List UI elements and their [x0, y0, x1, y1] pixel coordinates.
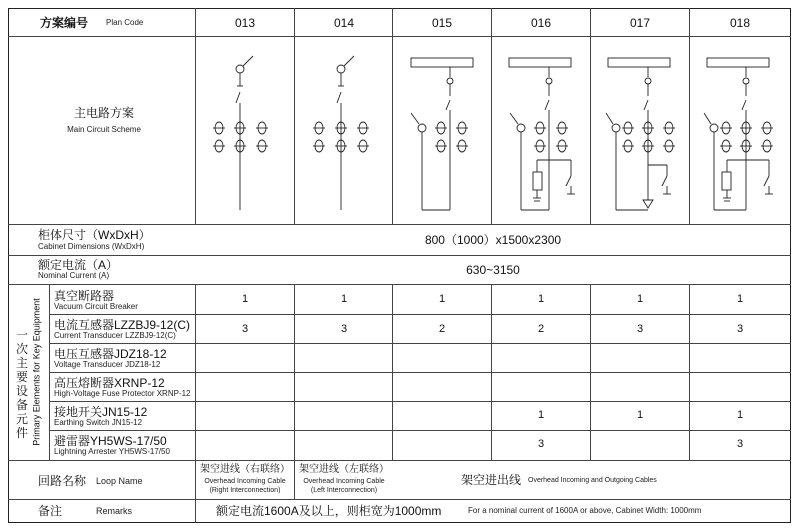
dimensions-value: 800（1000）x1500x2300 [424, 233, 562, 247]
remarks-value-zh: 额定电流1600A及以上，则柜宽为1000mm [216, 504, 442, 518]
scheme-015-diagram [411, 58, 473, 210]
element-name-en: Current Transducer LZZBJ9-12(C) [54, 331, 176, 340]
remarks-label-en: Remarks [96, 506, 133, 516]
element-qty: 1 [636, 409, 644, 421]
dimensions-label-zh: 柜体尺寸（WxDxH） [38, 228, 151, 242]
element-qty: 1 [537, 293, 545, 305]
scheme-018-diagram [704, 58, 773, 210]
element-qty: 1 [736, 409, 744, 421]
primary-char: 备 [15, 398, 28, 412]
dimensions-label-en: Cabinet Dimensions (WxDxH) [38, 242, 145, 251]
element-name-zh: 电压互感器JDZ18-12 [54, 347, 167, 361]
remarks-label-zh: 备注 [38, 504, 63, 518]
primary-char: 元 [15, 412, 28, 426]
element-name-en: High-Voltage Fuse Protector XRNP-12 [54, 389, 191, 398]
main-circuit-label-en: Main Circuit Scheme [67, 125, 141, 134]
loop-rest-zh: 架空进出线 [461, 473, 522, 487]
element-qty: 3 [636, 323, 644, 335]
scheme-017-diagram [606, 58, 675, 210]
element-qty: 3 [736, 438, 744, 450]
plan-code-016: 016 [530, 16, 552, 30]
element-name-zh: 高压熔断器XRNP-12 [54, 376, 165, 390]
element-qty: 3 [340, 323, 348, 335]
plan-code-014: 014 [333, 16, 355, 30]
scheme-016-diagram [509, 58, 575, 210]
loop-014-zh: 架空进线（左联络） [299, 464, 389, 475]
element-name-zh: 避雷器YH5WS-17/50 [54, 434, 167, 448]
element-name-en: Voltage Transducer JDZ18-12 [54, 360, 161, 369]
plan-code-015: 015 [431, 16, 453, 30]
element-name-en: Lightning Arrester YH5WS-17/50 [54, 447, 170, 456]
plan-code-018: 018 [729, 16, 751, 30]
element-qty: 1 [636, 293, 644, 305]
nominal-current-label-en: Nominal Current (A) [38, 271, 110, 280]
loop-013-en2: (Right Interconnection) [209, 487, 281, 494]
loop-name-label-zh: 回路名称 [38, 474, 87, 488]
element-name-zh: 接地开关JN15-12 [54, 405, 148, 419]
loop-013-en1: Overhead Incoming Cable [204, 478, 286, 485]
primary-char: 要 [15, 370, 28, 384]
primary-char: 设 [15, 384, 28, 398]
element-qty: 2 [537, 323, 545, 335]
loop-name-label-en: Loop Name [96, 476, 143, 486]
element-qty: 1 [340, 293, 348, 305]
element-qty: 2 [438, 323, 446, 335]
primary-char: 一 [15, 328, 28, 342]
primary-char: 次 [15, 342, 28, 356]
scheme-014-diagram [313, 56, 369, 210]
primary-char: 件 [15, 426, 28, 440]
scheme-013-diagram [213, 56, 268, 210]
main-circuit-label-zh: 主电路方案 [73, 106, 135, 120]
primary-elements-en: Primary Elements for Key Equipment [31, 298, 42, 446]
element-name-zh: 真空断路器 [54, 289, 115, 303]
loop-014-en2: (Left Interconnection) [310, 487, 378, 494]
element-qty: 3 [736, 323, 744, 335]
primary-elements-zh [15, 328, 29, 440]
element-qty: 1 [438, 293, 446, 305]
loop-014-en1: Overhead Incoming Cable [303, 478, 385, 485]
primary-char: 主 [15, 356, 28, 370]
loop-rest-en: Overhead Incoming and Outgoing Cables [528, 477, 657, 484]
element-qty: 1 [537, 409, 545, 421]
plan-code-label-zh: 方案编号 [40, 16, 89, 30]
plan-code-013: 013 [234, 16, 256, 30]
loop-013-zh: 架空进线（右联络） [200, 464, 290, 475]
element-name-zh: 电流互感器LZZBJ9-12(C) [54, 318, 191, 332]
element-qty: 3 [537, 438, 545, 450]
plan-code-017: 017 [629, 16, 651, 30]
plan-code-label-en: Plan Code [106, 18, 144, 27]
remarks-value-en: For a nominal current of 1600A or above, Cabinet Width: 1000mm [468, 506, 702, 515]
element-name-en: Earthing Switch JN15-12 [54, 418, 143, 427]
nominal-current-label-zh: 额定电流（A） [38, 258, 119, 272]
nominal-current-value: 630~3150 [466, 263, 520, 277]
element-qty: 1 [241, 293, 249, 305]
element-qty: 1 [736, 293, 744, 305]
element-name-en: Vacuum Circuit Breaker [54, 302, 138, 311]
element-qty: 3 [241, 323, 249, 335]
